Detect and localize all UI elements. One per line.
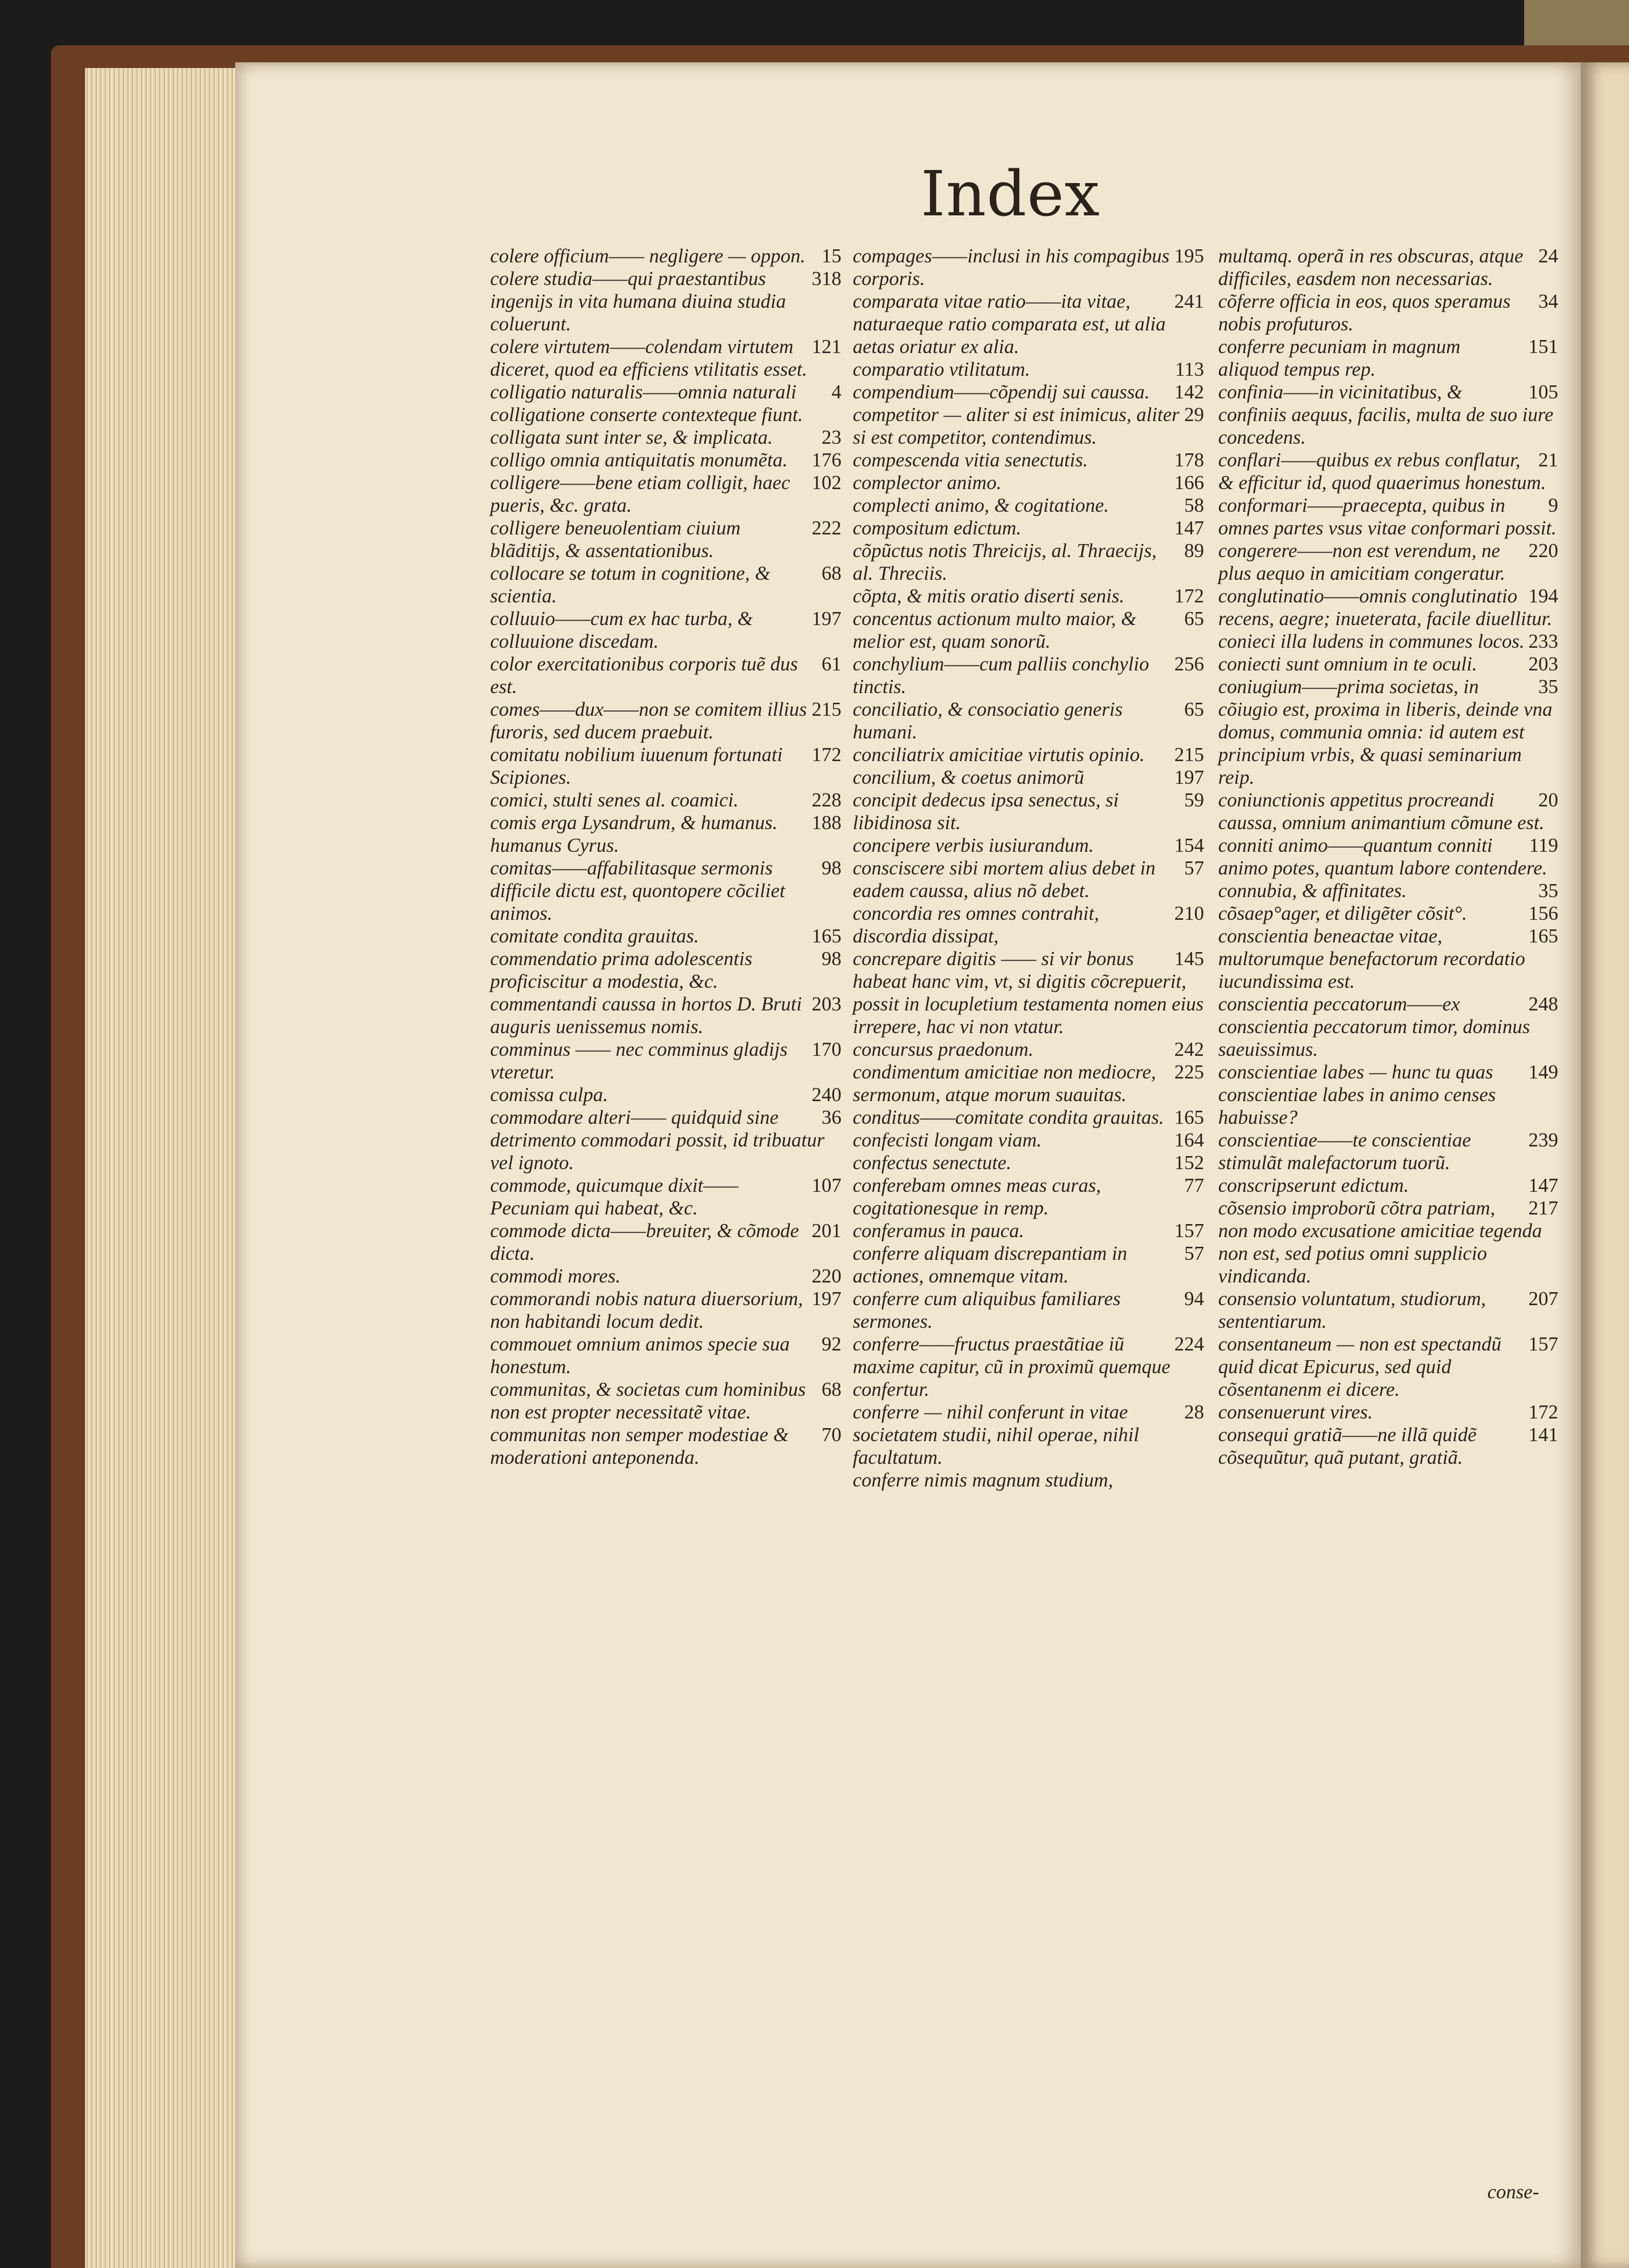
- page-number: 165: [1528, 925, 1558, 947]
- index-entry: [490, 925, 841, 948]
- page-number: 233: [1528, 630, 1558, 652]
- entry-text: conferre cum aliquibus familiares sermones.: [853, 1288, 1121, 1332]
- entry-text: consensio voluntatum, studiorum, sententiarum.: [1218, 1288, 1486, 1332]
- index-entry: [1218, 880, 1558, 902]
- entry-text: colere studia——qui praestantibus ingenijs in vita humana diuina studia coluerunt.: [490, 267, 786, 335]
- index-entry: [490, 1378, 841, 1424]
- page-number: 166: [1174, 472, 1204, 494]
- page-number: 203: [1528, 653, 1558, 675]
- index-entry: [1218, 335, 1558, 381]
- entry-text: consentaneum — non est spectandũ quid dicat Epicurus, sed quid cõsentanenm ei dicere.: [1218, 1333, 1502, 1400]
- entry-text: conflari——quibus ex rebus conflatur, & efficitur id, quod quaerimus honestum.: [1218, 449, 1546, 494]
- index-entry: [490, 449, 841, 472]
- entry-text: concilium, & coetus animorũ: [853, 766, 1084, 788]
- index-entry: [1218, 1424, 1558, 1469]
- page-number: 36: [822, 1106, 841, 1128]
- entry-text: commorandi nobis natura diuersorium, non habitandi locum dedit.: [490, 1288, 803, 1332]
- page-number: 256: [1174, 653, 1204, 675]
- page-number: 102: [811, 472, 841, 494]
- entry-text: complector animo.: [853, 472, 1002, 494]
- entry-text: consciscere sibi mortem alius debet in eadem caussa, alius nõ debet.: [853, 857, 1156, 902]
- index-entry: [853, 1152, 1204, 1174]
- index-entry: [853, 857, 1204, 902]
- page-number: 172: [811, 744, 841, 766]
- index-entry: [853, 608, 1204, 653]
- page-number: 178: [1174, 449, 1204, 471]
- page-number: 156: [1528, 902, 1558, 924]
- index-entry: [490, 381, 841, 426]
- entry-text: multamq. operã in res obscuras, atque difficiles, easdem non necessarias.: [1218, 245, 1524, 290]
- page-number: 197: [811, 1288, 841, 1310]
- index-entry: [1218, 1333, 1558, 1401]
- entry-text: conglutinatio——omnis conglutinatio recens, aegre; inueterata, facile diuellitur.: [1218, 585, 1553, 630]
- entry-text: commentandi caussa in hortos D. Bruti auguris uenissemus nomis.: [490, 993, 802, 1038]
- index-entry: [853, 494, 1204, 517]
- page-header-title: Index: [921, 158, 1100, 230]
- page-number: 197: [811, 608, 841, 630]
- entry-text: colligere beneuolentiam ciuium blãditijs, & assentationibus.: [490, 517, 741, 562]
- page-number: 65: [1184, 698, 1204, 720]
- index-entry: [853, 1288, 1204, 1333]
- index-entry: [490, 653, 841, 698]
- entry-text: colligere——bene etiam colligit, haec pueris, &c. grata.: [490, 472, 790, 516]
- page-number: 105: [1528, 381, 1558, 403]
- index-entry: [853, 404, 1204, 449]
- index-entry: [1218, 494, 1558, 540]
- page-number: 165: [1174, 1106, 1204, 1128]
- index-entry: [490, 1265, 841, 1288]
- page-number: 68: [822, 562, 841, 584]
- page-number: 94: [1184, 1288, 1204, 1310]
- page-number: 61: [822, 653, 841, 675]
- index-entry: [1218, 653, 1558, 676]
- entry-text: commouet omnium animos specie sua honestum.: [490, 1333, 790, 1378]
- page-number: 68: [822, 1378, 841, 1400]
- index-entry: [490, 335, 841, 381]
- index-entry: [1218, 1197, 1558, 1288]
- entry-text: concentus actionum multo maior, & melior est, quam sonorũ.: [853, 608, 1137, 652]
- entry-text: color exercitationibus corporis tuẽ dus est.: [490, 653, 798, 698]
- page-number: 225: [1174, 1061, 1204, 1083]
- page-number: 210: [1174, 902, 1204, 924]
- entry-text: comitatu nobilium iuuenum fortunati Scipiones.: [490, 744, 783, 788]
- page-number: 188: [811, 812, 841, 834]
- index-entry: [1218, 789, 1558, 834]
- index-entry: [853, 517, 1204, 540]
- page-number: 224: [1174, 1333, 1204, 1355]
- page-number: 113: [1175, 358, 1204, 380]
- index-entry: [1218, 245, 1558, 290]
- entry-text: comitas——affabilitasque sermonis difficile dictu est, quontopere cõciliet animos.: [490, 857, 785, 924]
- page-number: 4: [831, 381, 841, 403]
- index-column-2: [853, 245, 1204, 1492]
- index-entry: [1218, 290, 1558, 335]
- index-entry: [1218, 834, 1558, 880]
- entry-text: conscientiae labes — hunc tu quas conscientiae labes in animo censes habuisse?: [1218, 1061, 1496, 1128]
- index-entry: [853, 766, 1204, 789]
- entry-text: comici, stulti senes al. coamici.: [490, 789, 739, 811]
- index-entry: [490, 472, 841, 517]
- page-number: 21: [1538, 449, 1558, 471]
- entry-text: conferre——fructus praestãtiae iũ maxime capitur, cũ in proximũ quemque confertur.: [853, 1333, 1171, 1400]
- page-number: 34: [1538, 290, 1558, 312]
- entry-text: conscripserunt edictum.: [1218, 1174, 1409, 1196]
- page-number: 220: [811, 1265, 841, 1287]
- page-number: 92: [822, 1333, 841, 1355]
- entry-text: conferamus in pauca.: [853, 1220, 1024, 1242]
- index-entry: [490, 857, 841, 925]
- page-number: 176: [811, 449, 841, 471]
- page-number: 57: [1184, 1242, 1204, 1264]
- page-number: 203: [811, 993, 841, 1015]
- index-entry: [853, 245, 1204, 290]
- index-entry: [490, 608, 841, 653]
- page-number: 119: [1529, 834, 1558, 856]
- page-number: 217: [1528, 1197, 1558, 1219]
- entry-text: concipere verbis iusiurandum.: [853, 834, 1094, 856]
- index-entry: [853, 358, 1204, 381]
- page-number: 248: [1528, 993, 1558, 1015]
- page-number: 154: [1174, 834, 1204, 856]
- entry-text: cõsaep°ager, et diligẽter cõsit°.: [1218, 902, 1468, 924]
- index-entry: [853, 789, 1204, 834]
- page-number: 70: [822, 1424, 841, 1446]
- page-number: 29: [1184, 404, 1204, 426]
- index-entry: [1218, 381, 1558, 449]
- index-entry: [1218, 925, 1558, 993]
- index-entry: [853, 585, 1204, 608]
- page-number: 23: [822, 426, 841, 448]
- page-number: 215: [811, 698, 841, 720]
- entry-text: connubia, & affinitates.: [1218, 880, 1407, 902]
- entry-text: comis erga Lysandrum, & humanus. humanus Cyrus.: [490, 812, 778, 856]
- index-entry: [1218, 993, 1558, 1061]
- entry-text: conferebam omnes meas curas, cogitationesque in remp.: [853, 1174, 1101, 1219]
- page-number: 145: [1174, 948, 1204, 970]
- index-entry: [853, 540, 1204, 585]
- page-number: 24: [1538, 245, 1558, 267]
- index-entry: [853, 1242, 1204, 1288]
- index-entry: [853, 1129, 1204, 1152]
- page-number: 242: [1174, 1038, 1204, 1060]
- entry-text: confecisti longam viam.: [853, 1129, 1042, 1151]
- page-number: 228: [811, 789, 841, 811]
- page-number: 164: [1174, 1129, 1204, 1151]
- page-number: 147: [1528, 1174, 1558, 1196]
- index-entry: [490, 1106, 841, 1174]
- index-entry: [1218, 1288, 1558, 1333]
- entry-text: commode, quicumque dixit——Pecuniam qui habeat, &c.: [490, 1174, 739, 1219]
- page-number: 165: [811, 925, 841, 947]
- page-number: 157: [1528, 1333, 1558, 1355]
- page-number: 170: [811, 1038, 841, 1060]
- entry-text: conscientia peccatorum——ex conscientia peccatorum timor, dominus saeuissimus.: [1218, 993, 1530, 1060]
- entry-text: concrepare digitis —— si vir bonus habeat hanc vim, vt, si digitis cõcrepuerit, possit in locupletium testamenta nomen eius irrepere, hac vi non vtatur.: [853, 948, 1204, 1038]
- page-number: 15: [822, 245, 841, 267]
- page-number: 77: [1184, 1174, 1204, 1196]
- index-entry: [490, 812, 841, 857]
- page-number: 9: [1548, 494, 1558, 516]
- page-number: 59: [1184, 789, 1204, 811]
- index-entry: [853, 472, 1204, 494]
- index-entry: [490, 744, 841, 789]
- entry-text: conferre pecuniam in magnum aliquod tempus rep.: [1218, 335, 1461, 380]
- index-entry: [490, 789, 841, 812]
- index-entry: [1218, 540, 1558, 585]
- index-entry: [853, 1220, 1204, 1242]
- entry-text: conscientia beneactae vitae, multorumque benefactorum recordatio iucundissima est.: [1218, 925, 1525, 992]
- entry-text: concipit dedecus ipsa senectus, si libidinosa sit.: [853, 789, 1119, 834]
- index-entry: [1218, 585, 1558, 630]
- entry-text: cõpta, & mitis oratio diserti senis.: [853, 585, 1125, 607]
- catchword: conse-: [1487, 2181, 1539, 2203]
- entry-text: conferre — nihil conferunt in vitae societatem studii, nihil operae, nihil facultatum.: [853, 1401, 1139, 1468]
- entry-text: compositum edictum.: [853, 517, 1022, 539]
- index-entry: [490, 1288, 841, 1333]
- entry-text: conformari——praecepta, quibus in omnes partes vsus vitae conformari possit.: [1218, 494, 1556, 539]
- index-entry: [490, 1220, 841, 1265]
- entry-text: cõferre officia in eos, quos speramus nobis profuturos.: [1218, 290, 1511, 335]
- entry-text: colere officium—— negligere — oppon.: [490, 245, 806, 267]
- page-number: 149: [1528, 1061, 1558, 1083]
- entry-text: colligata sunt inter se, & implicata.: [490, 426, 773, 448]
- entry-text: colere virtutem——colendam virtutem diceret, quod ea efficiens vtilitatis esset.: [490, 335, 807, 380]
- entry-text: comminus —— nec comminus gladijs vteretur.: [490, 1038, 788, 1083]
- index-entry: [853, 290, 1204, 358]
- page-number: 35: [1538, 676, 1558, 698]
- entry-text: conieci illa ludens in communes locos.: [1218, 630, 1525, 652]
- index-entry: [490, 267, 841, 335]
- index-entry: [490, 245, 841, 267]
- page-number: 151: [1528, 335, 1558, 358]
- entry-text: conditus——comitate condita grauitas.: [853, 1106, 1164, 1128]
- page-number: 65: [1184, 608, 1204, 630]
- index-entry: [853, 449, 1204, 472]
- index-column-1: [490, 245, 841, 1469]
- page-number: 57: [1184, 857, 1204, 879]
- entry-text: conferre nimis magnum studium,: [853, 1469, 1113, 1491]
- index-entry: [853, 744, 1204, 766]
- page-number: 58: [1184, 494, 1204, 516]
- index-entry: [1218, 449, 1558, 494]
- entry-text: communitas non semper modestiae & moderationi anteponenda.: [490, 1424, 789, 1468]
- index-entry: [853, 381, 1204, 404]
- page-number: 89: [1184, 540, 1204, 562]
- index-entry: [490, 1424, 841, 1469]
- entry-text: consenuerunt vires.: [1218, 1401, 1373, 1423]
- entry-text: consequi gratiã——ne illã quidẽ cõsequũtur, quã putant, gratiã.: [1218, 1424, 1477, 1468]
- entry-text: condimentum amicitiae non mediocre, sermonum, atque morum suauitas.: [853, 1061, 1156, 1106]
- entry-text: conscientiae——te conscientiae stimulãt malefactorum tuorũ.: [1218, 1129, 1471, 1174]
- index-entry: [1218, 1061, 1558, 1129]
- index-entry: [490, 948, 841, 993]
- page-number: 241: [1174, 290, 1204, 312]
- page-number: 98: [822, 857, 841, 879]
- entry-text: compendium——cõpendij sui caussa.: [853, 381, 1150, 403]
- page-number: 172: [1528, 1401, 1558, 1423]
- entry-text: competitor — aliter si est inimicus, aliter si est competitor, contendimus.: [853, 404, 1180, 448]
- entry-text: conciliatrix amicitiae virtutis opinio.: [853, 744, 1145, 766]
- page-number: 318: [811, 267, 841, 290]
- entry-text: coniecti sunt omnium in te oculi.: [1218, 653, 1477, 675]
- page-number: 28: [1184, 1401, 1204, 1423]
- page-number: 152: [1174, 1152, 1204, 1174]
- page-number: 172: [1174, 585, 1204, 607]
- index-entry: [853, 698, 1204, 744]
- index-entry: [1218, 1174, 1558, 1197]
- entry-text: conciliatio, & consociatio generis humani.: [853, 698, 1123, 743]
- entry-text: compescenda vitia senectutis.: [853, 449, 1088, 471]
- page-number: 142: [1174, 381, 1204, 403]
- entry-text: commodare alteri—— quidquid sine detrimento commodari possit, id tribuatur vel ignoto.: [490, 1106, 825, 1174]
- page-number: 35: [1538, 880, 1558, 902]
- index-entry: [490, 1174, 841, 1220]
- entry-text: cõsensio improborũ cõtra patriam, non modo excusatione amicitiae tegenda non est, sed potius omni supplicio vindicanda.: [1218, 1197, 1542, 1287]
- index-entry: [490, 426, 841, 449]
- entry-text: coniunctionis appetitus procreandi caussa, omnium animantium cõmune est.: [1218, 789, 1545, 834]
- index-column-3: [1218, 245, 1558, 1469]
- index-entry: [490, 698, 841, 744]
- index-entry: [490, 1333, 841, 1378]
- index-entry: [490, 517, 841, 562]
- index-entry: [853, 834, 1204, 857]
- entry-text: comitate condita grauitas.: [490, 925, 699, 947]
- page-number: 197: [1174, 766, 1204, 788]
- index-entry: [853, 1106, 1204, 1129]
- entry-text: confinia——in vicinitatibus, & confiniis aequus, facilis, multa de suo iure concedens.: [1218, 381, 1554, 448]
- index-entry: [853, 1061, 1204, 1106]
- entry-text: comissa culpa.: [490, 1084, 609, 1106]
- index-entry: [853, 1174, 1204, 1220]
- index-entry: [1218, 902, 1558, 925]
- index-entry: [1218, 630, 1558, 653]
- entry-text: colluuio——cum ex hac turba, & colluuione discedam.: [490, 608, 753, 652]
- page-number: 195: [1174, 245, 1204, 267]
- index-entry: [853, 1469, 1204, 1492]
- entry-text: complecti animo, & cogitatione.: [853, 494, 1109, 516]
- entry-text: coniugium——prima societas, in cõiugio est, proxima in liberis, deinde vna domus, communia omnia: id autem est principium vrbis, & quasi seminarium reip.: [1218, 676, 1553, 788]
- page-number: 98: [822, 948, 841, 970]
- adjacent-page-edge: [1581, 62, 1629, 2268]
- page-fore-edge: [85, 68, 241, 2268]
- index-entry: [1218, 676, 1558, 789]
- index-entry: [1218, 1129, 1558, 1174]
- index-entry: [853, 1333, 1204, 1401]
- entry-text: concordia res omnes contrahit, discordia dissipat,: [853, 902, 1099, 947]
- entry-text: conferre aliquam discrepantiam in actiones, omnemque vitam.: [853, 1242, 1128, 1287]
- entry-text: compages——inclusi in his compagibus corporis.: [853, 245, 1170, 290]
- index-entry: [853, 1038, 1204, 1061]
- index-entry: [490, 993, 841, 1038]
- index-entry: [853, 653, 1204, 698]
- page-number: 121: [811, 335, 841, 358]
- page-number: 207: [1528, 1288, 1558, 1310]
- entry-text: concursus praedonum.: [853, 1038, 1033, 1060]
- entry-text: colligatio naturalis——omnia naturali colligatione conserte contexteque fiunt.: [490, 381, 803, 426]
- page-number: 215: [1174, 744, 1204, 766]
- page-number: 107: [811, 1174, 841, 1196]
- entry-text: comes——dux——non se comitem illius furoris, sed ducem praebuit.: [490, 698, 807, 743]
- entry-text: congerere——non est verendum, ne plus aequo in amicitiam congeratur.: [1218, 540, 1505, 584]
- entry-text: conchylium——cum palliis conchylio tinctis.: [853, 653, 1149, 698]
- entry-text: commodi mores.: [490, 1265, 621, 1287]
- index-entry: [853, 948, 1204, 1038]
- index-entry: [490, 1084, 841, 1106]
- page-number: 147: [1174, 517, 1204, 539]
- index-entry: [853, 902, 1204, 948]
- entry-text: commode dicta——breuiter, & cõmode dicta.: [490, 1220, 799, 1264]
- entry-text: colligo omnia antiquitatis monumẽta.: [490, 449, 788, 471]
- page-number: 222: [811, 517, 841, 539]
- page-number: 239: [1528, 1129, 1558, 1151]
- entry-text: commendatio prima adolescentis proficiscitur a modestia, &c.: [490, 948, 752, 992]
- page-number: 20: [1538, 789, 1558, 811]
- entry-text: comparatio vtilitatum.: [853, 358, 1031, 380]
- entry-text: confectus senectute.: [853, 1152, 1011, 1174]
- entry-text: communitas, & societas cum hominibus non est propter necessitatẽ vitae.: [490, 1378, 806, 1423]
- index-entry: [490, 562, 841, 608]
- entry-text: collocare se totum in cognitione, & scientia.: [490, 562, 771, 607]
- index-entry: [1218, 1401, 1558, 1424]
- page-number: 220: [1528, 540, 1558, 562]
- entry-text: cõpũctus notis Threicijs, al. Thraecijs, al. Threciis.: [853, 540, 1157, 584]
- index-entry: [853, 1401, 1204, 1469]
- entry-text: comparata vitae ratio——ita vitae, naturaeque ratio comparata est, ut alia aetas oriatur ex alia.: [853, 290, 1166, 358]
- entry-text: conniti animo——quantum conniti animo potes, quantum labore contendere.: [1218, 834, 1547, 879]
- page-number: 157: [1174, 1220, 1204, 1242]
- page-number: 201: [811, 1220, 841, 1242]
- page-number: 240: [811, 1084, 841, 1106]
- page-number: 194: [1528, 585, 1558, 607]
- page-number: 141: [1528, 1424, 1558, 1446]
- index-entry: [490, 1038, 841, 1084]
